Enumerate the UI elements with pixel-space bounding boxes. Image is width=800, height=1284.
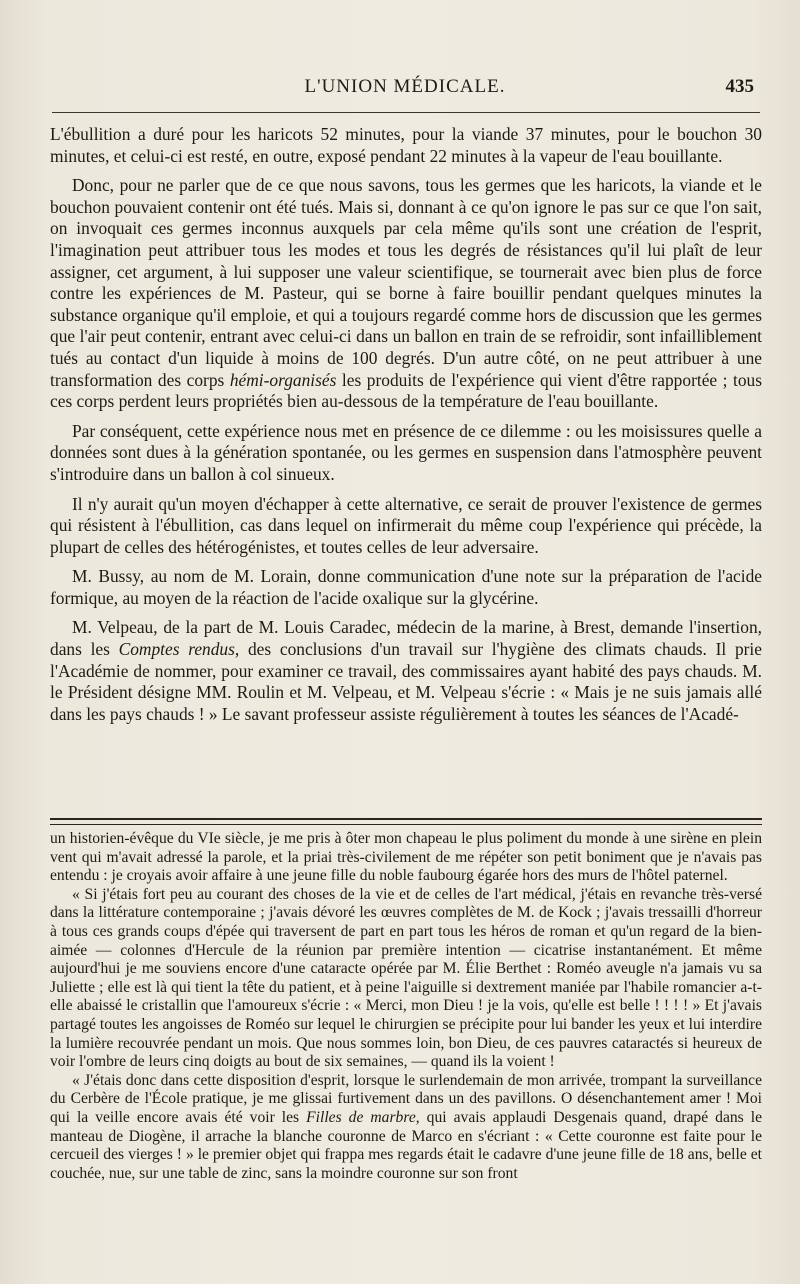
feuilleton-paragraph: un historien-évêque du VIe siècle, je me pris à ôter mon chapeau le plus poliment du monde à une sirène en plein vent qui m'avait adressé la parole, et la priai très-civilement de me répéter son petit boniment que je n'avais pas entendu : je croyais avoir affaire à une jeune fille du noble faubourg égarée hors des murs de l'hôtel paternel. bbox=[50, 830, 762, 885]
paragraph bbox=[50, 617, 762, 725]
feuilleton-paragraph bbox=[50, 1072, 762, 1184]
paragraph-text: M. Velpeau, de la part de M. Louis Caradec, médecin de la marine, à Brest, demande l'insertion, dans les bbox=[50, 617, 762, 660]
page-number: 435 bbox=[725, 76, 754, 97]
paragraph-text: « J'étais donc dans cette disposition d'esprit, lorsque le surlendemain de mon arrivée, trompant la surveillance du Cerbère de l'École pratique, je me glissai furtivement dans un des pavillons. O désenchantement amer ! Moi qui la veille encore avais été voir les bbox=[50, 1071, 762, 1126]
paragraph-text: Donc, pour ne parler que de ce que nous savons, tous les germes que les haricots, la viande et le bouchon pouvaient contenir ont été tués. Mais si, donnant à ce qu'on ignore le pas sur ce que l'on sait, on invoquait ces germes inconnus auxquels par cela même qu'ils sont une création de l'esprit, l'imagination peut attribuer tous les modes et tous les degrés de résistances qu'il lui plaît de leur assigner, cet argument, à lui supposer une valeur scientifique, se tournerait avec bien plus de force contre les expériences de M. Pasteur, qui se borne à faire bouillir pendant quelques minutes la substance organique qu'il emploie, et qui a toujours regardé comme hors de discussion que les germes que l'air peut contenir, entrant avec celui-ci dans un ballon en train de se refroidir, sont infailliblement tués au contact d'un liquide à moins de 100 degrés. D'un autre côté, on ne peut attribuer à une transformation des corps bbox=[50, 175, 762, 390]
paragraph: L'ébullition a duré pour les haricots 52 minutes, pour la viande 37 minutes, pour le bouchon 30 minutes, et celui-ci est resté, en outre, exposé pendant 22 minutes à la vapeur de l'eau bouillante. bbox=[50, 124, 762, 166]
feuilleton-paragraph: « Si j'étais fort peu au courant des choses de la vie et de celles de l'art médical, j'étais en revanche très-versé dans la littérature contemporaine ; j'avais dévoré les œuvres complètes de M. de Kock ; j'avais tressailli d'horreur à tous ces grands coups d'épée qui traversent de part en part tous les héros de roman et qu'un regard de la bien-aimée — colonnes d'Hercule de la réunion par première intention — cicatrise instantanément. Et même aujourd'hui je me souviens encore d'une cataracte opérée par M. Élie Berthet : Roméo aveugle n'a jamais vu sa Juliette ; elle est là qui tient la tête du patient, et à peine l'aiguille si dextrement maniée par l'habile romancier a-t-elle abaissé le cristallin que l'amoureux s'écrie : « Merci, mon Dieu ! je la vois, qu'elle est belle ! ! ! ! » Et j'avais partagé toutes les angoisses de Roméo sur lequel le chirurgien se précipite pour lui bander les yeux et lui interdire la lumière recouvrée pendant un mois. Que nous sommes loin, bon Dieu, de ces pauvres cataractés si heureux de voir l'ombre de leurs cinq doigts au bout de six semaines, — quand ils la voient ! bbox=[50, 885, 762, 1071]
header-rule bbox=[52, 112, 760, 113]
running-title: L'UNION MÉDICALE. bbox=[304, 76, 506, 97]
paragraph-text: les produits de l'expérience qui vient d'être rapportée ; tous ces corps perdent leurs propriétés bien au-dessous de la température de l'eau bouillante. bbox=[50, 369, 762, 412]
paragraph: M. Bussy, au nom de M. Lorain, donne communication d'une note sur la préparation de l'acide formique, au moyen de la réaction de l'acide oxalique sur la glycérine. bbox=[50, 566, 762, 608]
paragraph: Par conséquent, cette expérience nous met en présence de ce dilemme : ou les moisissures quelle a données sont dues à la génération spontanée, ou les germes en suspension dans l'atmosphère peuvent s'introduire dans un ballon à col sinueux. bbox=[50, 420, 762, 484]
feuilleton-text bbox=[50, 830, 762, 1183]
italic-title: Comptes rendus bbox=[118, 639, 235, 660]
paragraph: Il n'y aurait qu'un moyen d'échapper à cette alternative, ce serait de prouver l'existence de germes qui résistent à l'ébullition, cas dans lequel on infirmerait du même coup l'expérience qui précède, la plupart de celles des hétérogénistes, et toutes celles de leur adversaire. bbox=[50, 493, 762, 557]
italic-title: Filles de marbre bbox=[306, 1108, 416, 1126]
paragraph-text: , des conclusions d'un travail sur l'hygiène des climats chauds. Il prie l'Académie de nommer, pour examiner ce travail, des commissaires ayant habité des pays chauds. M. le Président désigne MM. Roulin et M. Velpeau, et M. Velpeau s'écrie : « Mais je ne suis jamais allé dans les pays chauds ! » Le savant professeur assiste régulièrement à toutes les séances de l'Acadé- bbox=[50, 639, 762, 724]
paragraph-text: , qui avais applaudi Desgenais quand, drapé dans le manteau de Diogène, il arrache la blanche couronne de Marco en s'écriant : « Cette couronne est faite pour le cercueil des vierges ! » le premier objet qui frappa mes regards était le cadavre d'une jeune fille de 18 ans, belle et couchée, nue, sur une table de zinc, sans la moindre couronne sur son front bbox=[50, 1108, 763, 1182]
main-text bbox=[50, 124, 762, 733]
feuilleton-separator bbox=[50, 818, 762, 825]
paragraph bbox=[50, 175, 762, 413]
italic-term: hémi-organisés bbox=[229, 369, 337, 390]
page-header bbox=[50, 76, 760, 102]
